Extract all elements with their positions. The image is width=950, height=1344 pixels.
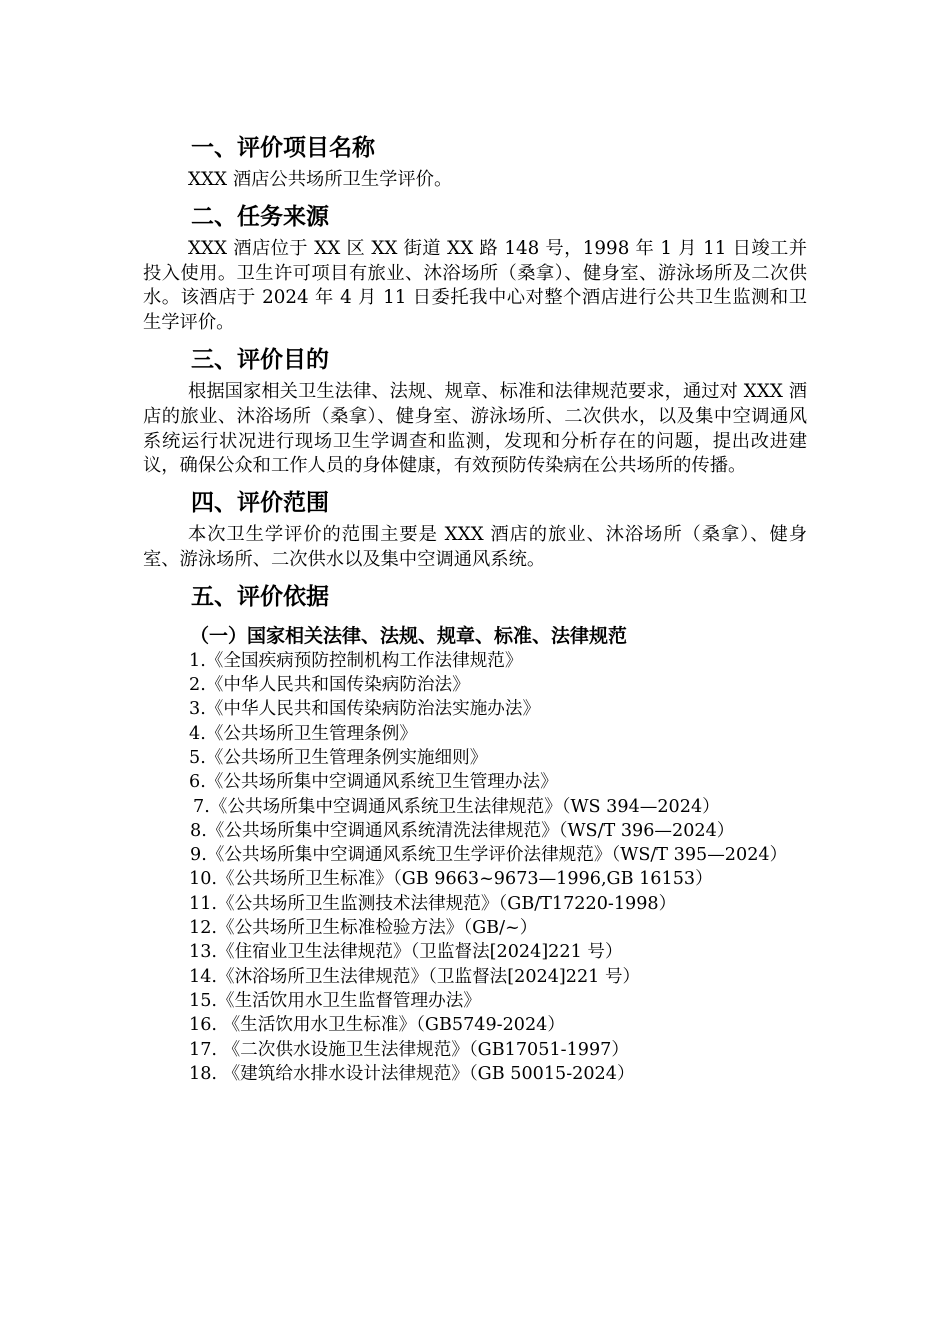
reference-item: 8.《公共场所集中空调通风系统清洗法律规范》（WS/T 396—2024） <box>190 820 735 841</box>
reference-item: 7.《公共场所集中空调通风系统卫生法律规范》（WS 394—2024） <box>193 796 720 817</box>
document-page <box>143 128 807 1086</box>
reference-item: 17. 《二次供水设施卫生法律规范》（GB17051-1997） <box>189 1039 629 1060</box>
reference-item: 15.《生活饮用水卫生监督管理办法》 <box>189 990 481 1011</box>
section-body-scope: 本次卫生学评价的范围主要是 XXX 酒店的旅业、沐浴场所（桑拿）、健身室、游泳场所、二次供水以及集中空调通风系统。 <box>143 524 807 570</box>
reference-item: 1.《全国疾病预防控制机构工作法律规范》 <box>189 650 523 671</box>
reference-item: 3.《中华人民共和国传染病防治法实施办法》 <box>189 699 541 720</box>
reference-item: 12.《公共场所卫生标准检验方法》（GB/~） <box>189 918 538 939</box>
section-heading-task-source: 二、任务来源 <box>191 203 329 230</box>
section-heading-project-name: 一、评价项目名称 <box>191 135 375 161</box>
section-body-project-name: XXX 酒店公共场所卫生学评价。 <box>188 169 453 190</box>
section-heading-purpose: 三、评价目的 <box>191 346 329 373</box>
reference-item: 5.《公共场所卫生管理条例实施细则》 <box>189 747 488 768</box>
reference-list <box>143 649 807 1086</box>
section-body-purpose: 根据国家相关卫生法律、法规、规章、标准和法律规范要求，通过对 XXX 酒店的旅业、沐浴场所（桑拿）、健身室、游泳场所、二次供水，以及集中空调通风系统运行状况进行现场卫生学调查和监测，发现和分析存在的问题，提出改进建议，确保公众和工作人员的身体健康，有效预防传染病在公共场所的传播。 <box>143 380 807 477</box>
reference-item: 14.《沐浴场所卫生法律规范》（卫监督法[2024]221 号） <box>189 966 641 987</box>
section-heading-scope: 四、评价范围 <box>191 490 329 517</box>
subsection-heading-national-laws: （一）国家相关法律、法规、规章、标准、法律规范 <box>190 624 628 647</box>
section-heading-basis: 五、评价依据 <box>191 583 329 610</box>
reference-item: 13.《住宿业卫生法律规范》（卫监督法[2024]221 号） <box>189 942 623 963</box>
reference-item: 10.《公共场所卫生标准》（GB 9663~9673—1996,GB 16153） <box>189 869 713 890</box>
reference-item: 9.《公共场所集中空调通风系统卫生学评价法律规范》（WS/T 395—2024） <box>190 845 788 866</box>
reference-item: 11.《公共场所卫生监测技术法律规范》（GB/T17220-1998） <box>189 893 677 914</box>
reference-item: 4.《公共场所卫生管理条例》 <box>189 723 417 744</box>
reference-item: 6.《公共场所集中空调通风系统卫生管理办法》 <box>189 772 558 793</box>
section-body-task-source: XXX 酒店位于 XX 区 XX 街道 XX 路 148 号，1998 年 1 月 11 日竣工并投入使用。卫生许可项目有旅业、沐浴场所（桑拿）、健身室、游泳场所及二次供水。该酒店于 2024 年 4 月 11 日委托我中心对整个酒店进行公共卫生监测和卫生学评价。 <box>143 237 807 334</box>
reference-item: 18. 《建筑给水排水设计法律规范》（GB 50015-2024） <box>189 1063 635 1084</box>
reference-item: 16. 《生活饮用水卫生标准》（GB5749-2024） <box>189 1015 565 1036</box>
reference-item: 2.《中华人民共和国传染病防治法》 <box>189 675 470 696</box>
